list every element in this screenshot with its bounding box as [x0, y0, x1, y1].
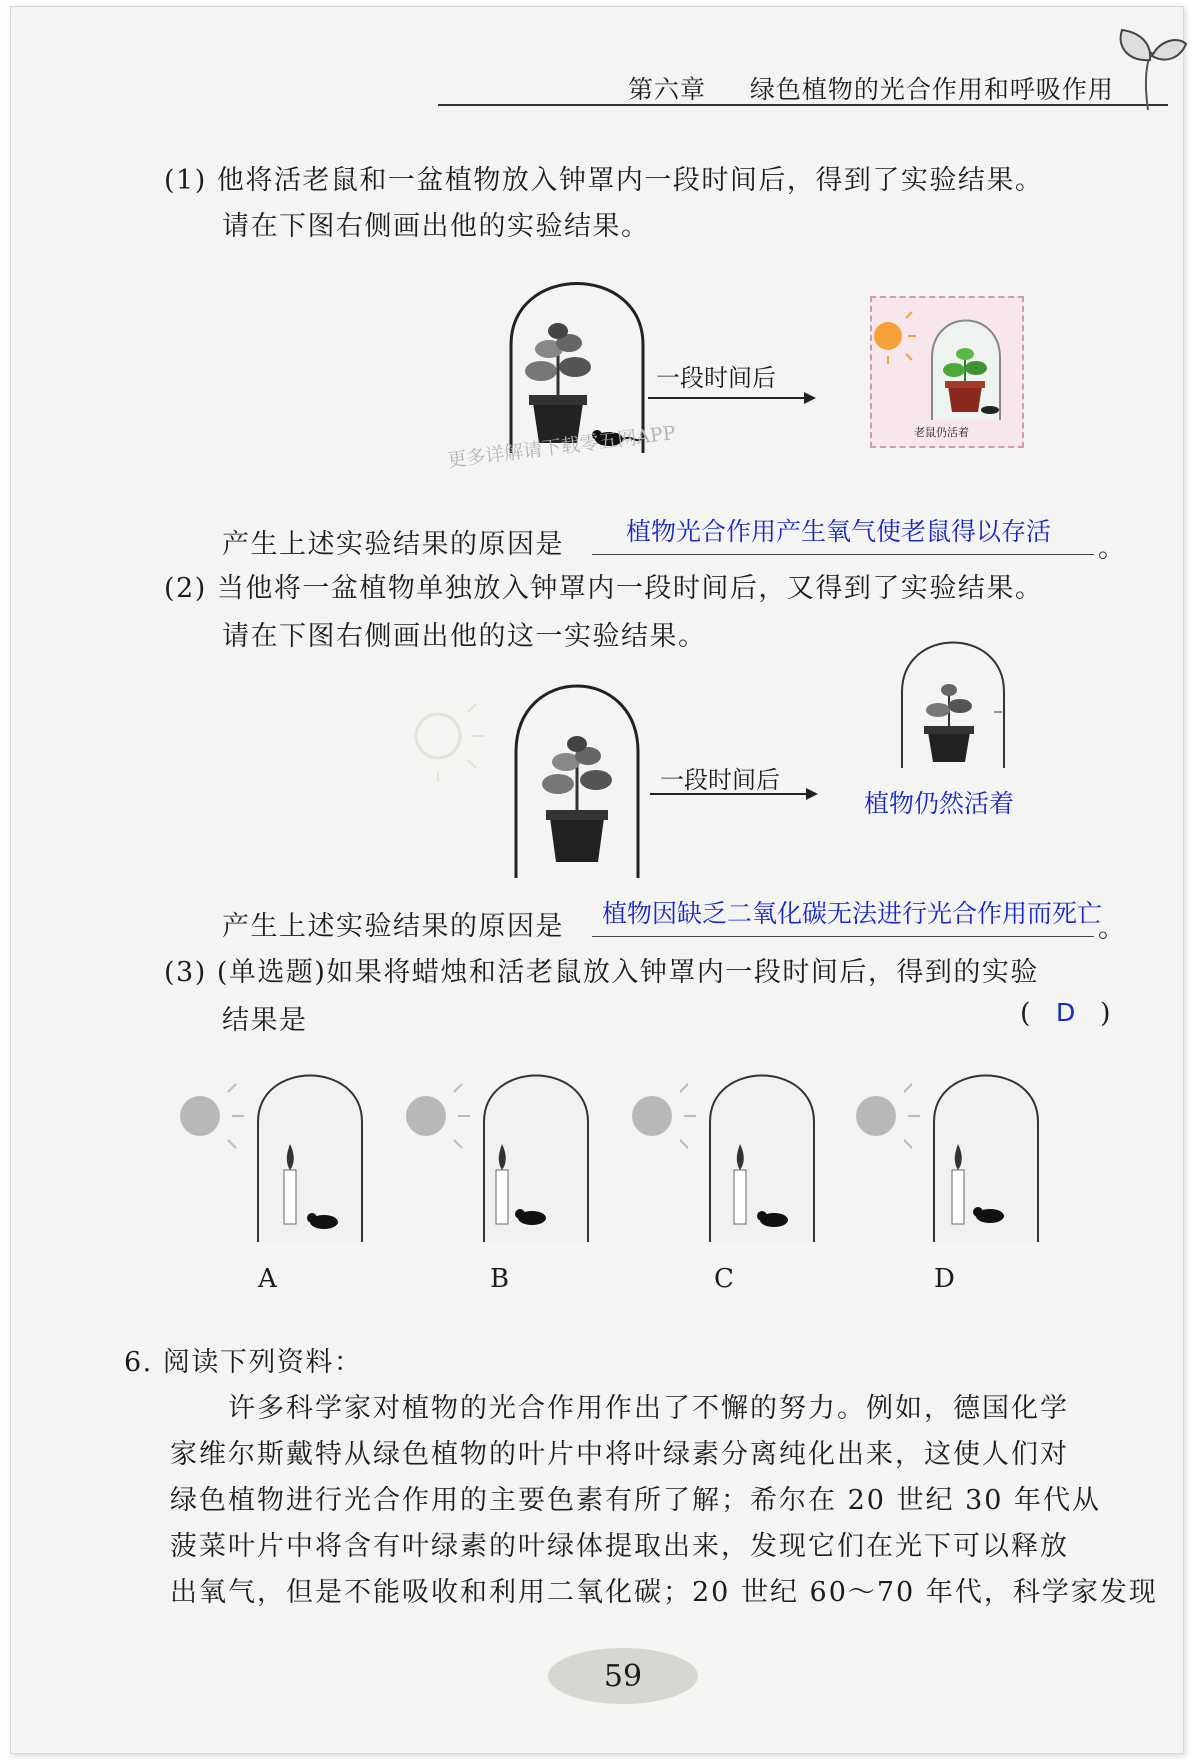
q1-arrow-icon [648, 390, 818, 406]
q2-end-mark: 。 [1098, 913, 1127, 944]
chapter-header [628, 70, 1114, 106]
q2-figure-answer: 植物仍然活着 [864, 789, 1015, 818]
q3-answer: D [1056, 998, 1076, 1027]
sun-icon [180, 1084, 244, 1148]
q3-paren-open: ( [1020, 998, 1033, 1029]
option-d-label: D [934, 1264, 955, 1294]
option-b-label: B [490, 1264, 510, 1294]
q2-line1: (2) 当他将一盆植物单独放入钟罩内一段时间后，又得到了实验结果。 [164, 573, 1044, 604]
watermark-text: 更多详解请下载零五网APP [446, 422, 677, 472]
q2-line2: 请在下图右侧画出他的这一实验结果。 [222, 621, 707, 652]
q2-arrow-icon [650, 786, 820, 802]
sun-icon [632, 1084, 696, 1148]
option-c-label: C [714, 1264, 734, 1294]
q2-result-figure [898, 640, 1008, 772]
leaf-logo-icon [1100, 22, 1190, 112]
option-c-figure [618, 1066, 824, 1246]
q2-answer: 植物因缺乏二氧化碳无法进行光合作用而死亡 [602, 899, 1103, 928]
q1-reason-prompt: 产生上述实验结果的原因是 [222, 529, 564, 560]
faint-sun-icon [408, 692, 488, 782]
q1-line2: 请在下图右侧画出他的实验结果。 [222, 211, 650, 242]
q1-answer-blank [592, 554, 1094, 555]
q3-line2: 结果是 [222, 1005, 308, 1036]
q1-arrow-label: 一段时间后 [656, 364, 776, 392]
q6-line-5: 出氧气，但是不能吸收和利用二氧化碳；20 世纪 60～70 年代，科学家发现 [170, 1577, 1158, 1608]
option-a-label: A [258, 1264, 277, 1294]
q1-end-mark: 。 [1098, 533, 1127, 564]
q2-answer-blank [592, 936, 1094, 937]
q6-heading: 6. 阅读下列资料： [124, 1347, 363, 1378]
page-number-badge [548, 1648, 698, 1704]
sun-icon [406, 1084, 470, 1148]
q6-line-2: 家维尔斯戴特从绿色植物的叶片中将叶绿素分离纯化出来，这使人们对 [170, 1439, 1069, 1470]
page-number: 59 [603, 1658, 643, 1694]
chapter-number: 第六章 [628, 75, 707, 104]
q2-bell-jar-figure [512, 682, 642, 882]
q2-arrow-label: 一段时间后 [660, 766, 780, 794]
q3-paren-close: ) [1100, 998, 1113, 1029]
potted-plant-icon [542, 736, 612, 862]
q6-line-3: 绿色植物进行光合作用的主要色素有所了解；希尔在 20 世纪 30 年代从 [170, 1485, 1102, 1516]
chapter-title: 绿色植物的光合作用和呼吸作用 [749, 75, 1114, 104]
option-a-figure [166, 1066, 372, 1246]
header-divider [438, 104, 1168, 106]
q1-result-caption: 老鼠仍活着 [914, 426, 969, 439]
sun-icon [856, 1084, 920, 1148]
q1-answer: 植物光合作用产生氧气使老鼠得以存活 [626, 517, 1052, 546]
q1-result-image [870, 296, 1024, 448]
q3-line1: (3) (单选题)如果将蜡烛和活老鼠放入钟罩内一段时间后，得到的实验 [164, 957, 1039, 988]
q1-line1: (1) 他将活老鼠和一盆植物放入钟罩内一段时间后，得到了实验结果。 [164, 165, 1044, 196]
potted-plant-icon [525, 323, 591, 443]
q6-line-4: 菠菜叶片中将含有叶绿素的叶绿体提取出来，发现它们在光下可以释放 [170, 1531, 1069, 1562]
q6-line-1: 许多科学家对植物的光合作用作出了不懈的努力。例如，德国化学 [228, 1393, 1069, 1424]
q2-reason-prompt: 产生上述实验结果的原因是 [222, 911, 564, 942]
option-b-figure [392, 1066, 598, 1246]
option-d-figure [842, 1066, 1048, 1246]
sun-icon [874, 312, 916, 364]
